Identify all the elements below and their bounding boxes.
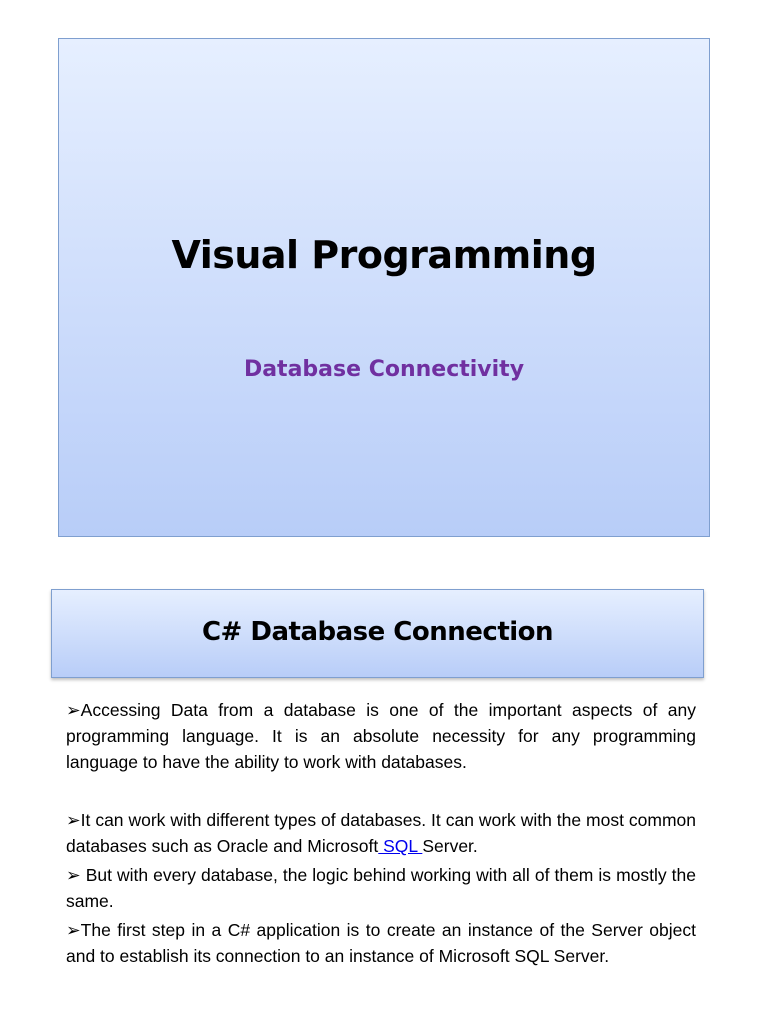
sql-link[interactable]: SQL bbox=[378, 836, 423, 856]
arrow-bullet-icon: ➢ bbox=[66, 920, 81, 940]
paragraph-2-text: It can work with different types of databases. It can work with the most common databases such as Oracle and Microsoft bbox=[66, 810, 696, 856]
slide-title: Visual Programming bbox=[171, 233, 597, 277]
slide-subtitle: Database Connectivity bbox=[243, 357, 525, 382]
section-heading: C# Database Connection bbox=[201, 617, 554, 647]
paragraph-3 bbox=[66, 862, 696, 914]
paragraph-2-text-end: Server. bbox=[422, 836, 478, 856]
paragraph-4 bbox=[66, 917, 696, 969]
arrow-bullet-icon: ➢ bbox=[66, 865, 81, 885]
paragraph-1-text: Accessing Data from a database is one of the important aspects of any programming language. It is an absolute necessity for any programming language to have the ability to work with databases. bbox=[66, 700, 696, 772]
paragraph-2 bbox=[66, 807, 696, 859]
section-heading-box bbox=[51, 589, 704, 678]
title-slide bbox=[58, 38, 710, 537]
paragraph-3-text: But with every database, the logic behind working with all of them is mostly the same. bbox=[66, 865, 696, 911]
paragraph-4-text: The first step in a C# application is to create an instance of the Server object and to establish its connection to an instance of Microsoft SQL Server. bbox=[66, 920, 696, 966]
paragraph-1 bbox=[66, 697, 696, 775]
arrow-bullet-icon: ➢ bbox=[66, 700, 81, 720]
arrow-bullet-icon: ➢ bbox=[66, 810, 81, 830]
section-body bbox=[66, 697, 696, 969]
